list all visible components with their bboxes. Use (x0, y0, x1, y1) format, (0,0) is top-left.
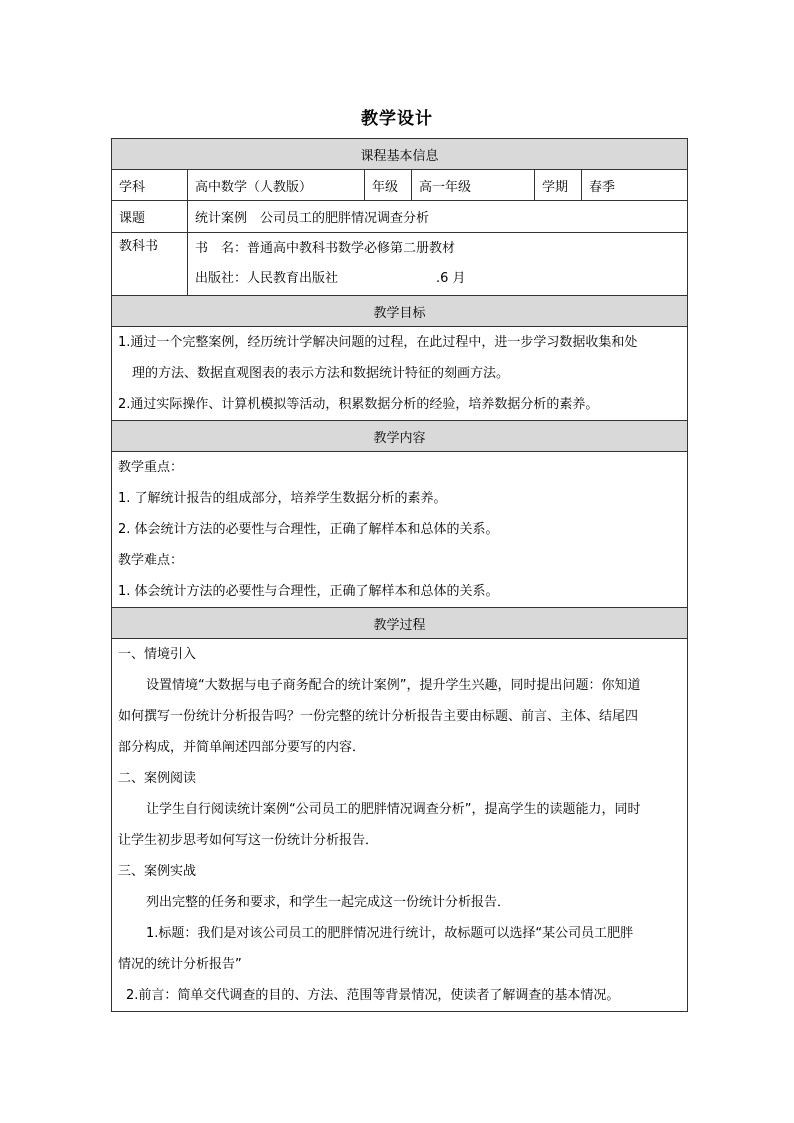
textbook-label: 教科书 (112, 233, 188, 296)
section-1-line-3: 部分构成，并简单阐述四部分要写的内容． (118, 740, 366, 755)
subject-value: 高中数学（人教版） (188, 170, 365, 201)
key-point-2: 2. 体会统计方法的必要性与合理性，正确了解样本和总体的关系。 (118, 522, 499, 537)
section-3-line-1: 列出完整的任务和要求，和学生一起完成这一份统计分析报告． (146, 895, 511, 910)
document-title: 教学设计 (361, 109, 433, 129)
book-name: 书 名：普通高中教科书数学必修第二册教材 (195, 241, 456, 256)
grade-value: 高一年级 (412, 170, 535, 201)
grade-label: 年级 (365, 170, 412, 201)
textbook-info (188, 233, 688, 296)
section-2-title: 二、案例阅读 (118, 771, 197, 786)
section-2-line-1: 让学生自行阅读统计案例“公司员工的肥胖情况调查分析”，提高学生的读题能力，同时 (146, 802, 641, 817)
objective-2: 2.通过实际操作、计算机模拟等活动，积累数据分析的经验，培养数据分析的素养。 (118, 397, 599, 412)
key-points-label: 教学重点： (118, 460, 184, 475)
objectives-body (112, 327, 688, 421)
subject-label: 学科 (112, 170, 188, 201)
difficulty-1: 1. 体会统计方法的必要性与合理性，正确了解样本和总体的关系。 (118, 584, 499, 599)
publication-month: .6 月 (436, 271, 466, 286)
topic-label: 课题 (112, 201, 188, 233)
content-body (112, 452, 688, 608)
objective-1-line-1: 1.通过一个完整案例，经历统计学解决问题的过程，在此过程中，进一步学习数据收集和处 (118, 335, 638, 350)
publisher-line (195, 264, 680, 294)
publisher: 出版社：人民教育出版社 (195, 271, 339, 286)
term-value: 春季 (582, 170, 688, 201)
topic-value: 统计案例 公司员工的肥胖情况调查分析 (188, 201, 688, 233)
section-3-title: 三、案例实战 (118, 864, 197, 879)
key-point-1: 1. 了解统计报告的组成部分，培养学生数据分析的素养。 (118, 491, 447, 506)
process-body (112, 639, 688, 1012)
basic-info-header: 课程基本信息 (112, 139, 688, 170)
process-header: 教学过程 (112, 608, 688, 639)
difficulties-label: 教学难点： (118, 553, 184, 568)
section-2-line-2: 让学生初步思考如何写这一份统计分析报告． (118, 833, 379, 848)
section-1-title: 一、情境引入 (118, 647, 197, 662)
content-header: 教学内容 (112, 421, 688, 452)
objectives-header: 教学目标 (112, 296, 688, 327)
section-3-line-2: 1.标题：我们是对该公司员工的肥胖情况进行统计，故标题可以选择“某公司员工肥胖 (146, 926, 634, 941)
section-3-line-3: 情况的统计分析报告” (118, 957, 242, 972)
section-3-line-4: 2.前言：简单交代调查的目的、方法、范围等背景情况，使读者了解调查的基本情况。 (126, 988, 620, 1003)
section-1-line-1: 设置情境“大数据与电子商务配合的统计案例”，提升学生兴趣，同时提出问题：你知道 (146, 678, 641, 693)
section-1-line-2: 如何撰写一份统计分析报告吗？一份完整的统计分析报告主要由标题、前言、主体、结尾四 (118, 709, 639, 724)
term-label: 学期 (535, 170, 582, 201)
lesson-plan-table (111, 138, 688, 1012)
objective-1-line-2: 理的方法、数据直观图表的表示方法和数据统计特征的刻画方法。 (132, 366, 510, 381)
